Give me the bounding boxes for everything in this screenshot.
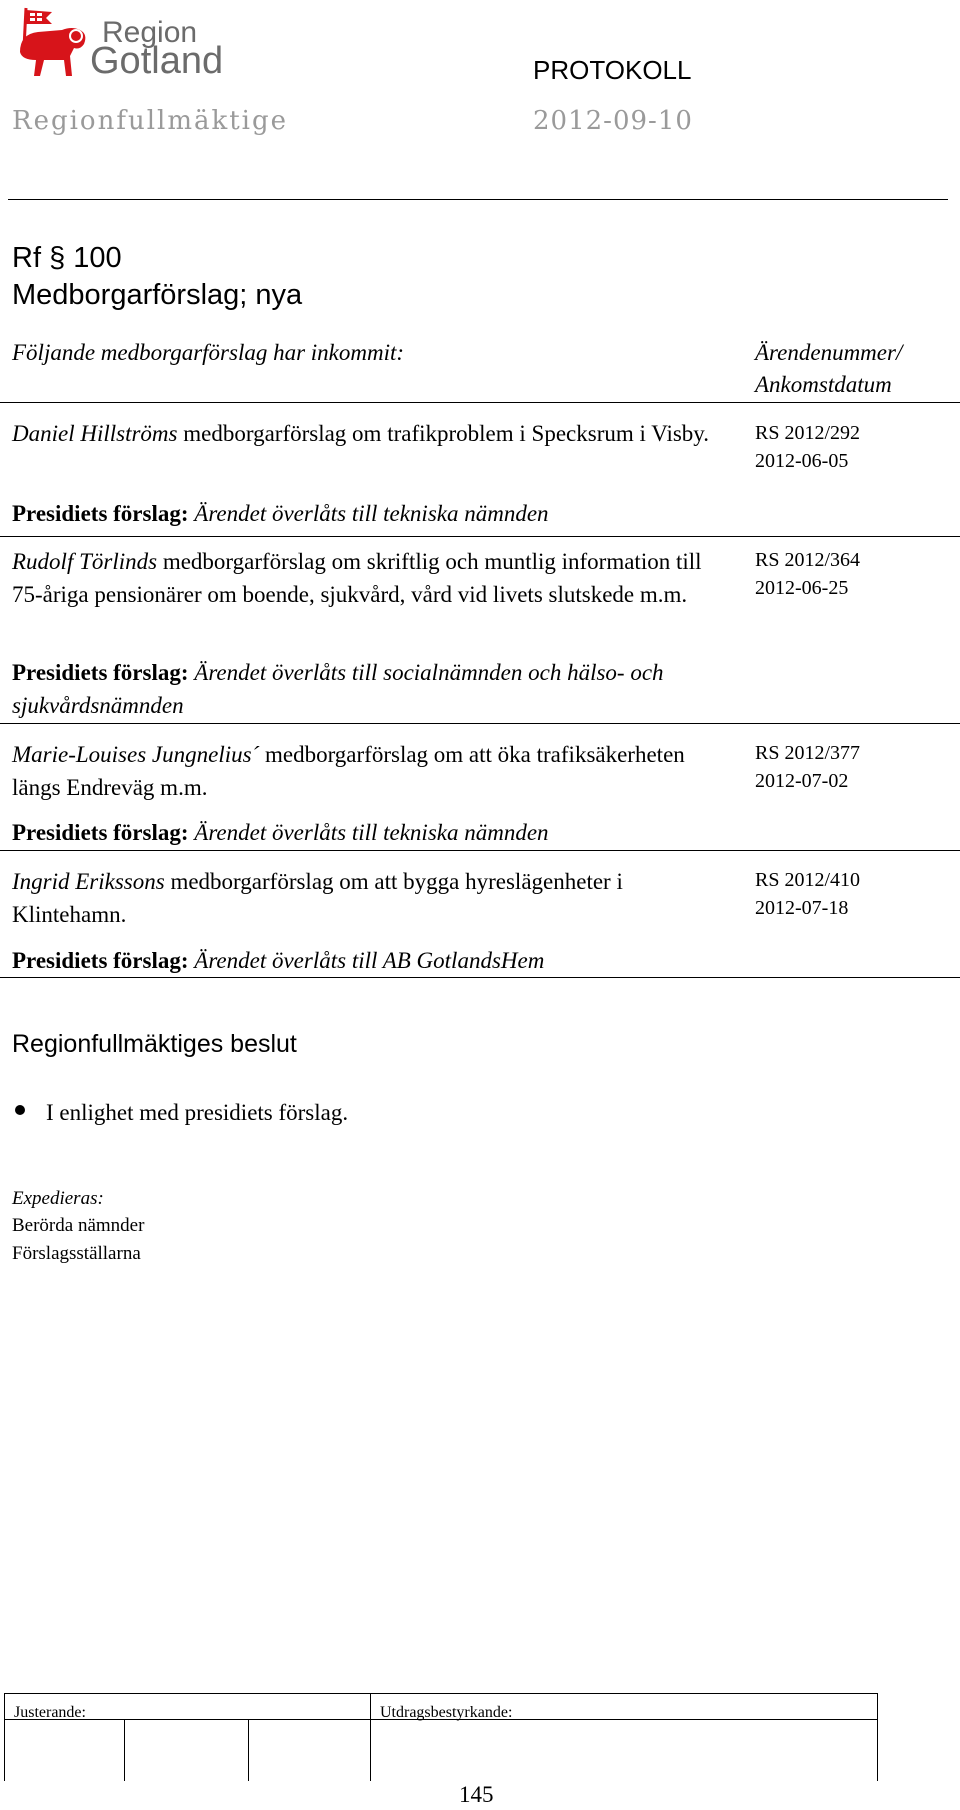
table-divider <box>0 402 960 403</box>
proposal-author: Marie-Louises Jungnelius´ <box>12 742 260 767</box>
table-divider <box>0 536 960 537</box>
presidium-proposal <box>12 816 732 849</box>
presidium-proposal <box>12 944 732 977</box>
paragraph-title: Medborgarförslag; nya <box>12 279 303 311</box>
case-number: RS 2012/377 <box>755 742 861 764</box>
presidium-proposal <box>12 656 732 722</box>
proposal-author: Ingrid Erikssons <box>12 869 165 894</box>
presidium-proposal <box>12 497 732 530</box>
case-number: RS 2012/292 <box>755 422 861 444</box>
proposal-description <box>12 417 732 450</box>
paragraph-prefix: Rf <box>12 242 41 274</box>
presidium-proposal-text: Ärendet överlåts till socialnämnden och hälso- och sjukvårdsnämnden <box>12 660 664 718</box>
case-reference <box>755 866 860 922</box>
proposal-description <box>12 865 732 931</box>
dispatch-recipient: Förslagsställarna <box>12 1243 141 1264</box>
logo-line-2: Gotland <box>90 40 224 82</box>
page-number: 145 <box>459 1782 494 1807</box>
justerande-label: Justerande: <box>14 1704 86 1721</box>
proposal-author: Rudolf Törlinds <box>12 549 158 574</box>
proposal-subject: medborgarförslag om trafikproblem i Specksrum i Visby. <box>177 421 710 446</box>
logo-line-1: Region <box>102 16 198 49</box>
header-divider <box>8 199 948 200</box>
utdragsbestyrkande-label: Utdragsbestyrkande: <box>380 1704 513 1721</box>
paragraph-reference <box>12 241 122 275</box>
bullet-icon <box>15 1105 25 1115</box>
region-gotland-logo <box>10 4 224 82</box>
document-type: PROTOKOLL <box>533 55 692 85</box>
presidium-proposal-label: Presidiets förslag: <box>12 948 189 973</box>
case-reference <box>755 419 860 475</box>
dispatch-label: Expedieras: <box>12 1188 104 1209</box>
presidium-proposal-text: Ärendet överlåts till AB GotlandsHem <box>188 948 545 973</box>
presidium-proposal-label: Presidiets förslag: <box>12 820 189 845</box>
organ-name: Regionfullmäktige <box>12 106 289 136</box>
case-reference <box>755 546 860 602</box>
arrival-date: 2012-07-02 <box>755 770 849 792</box>
arrival-date: 2012-06-25 <box>755 577 849 599</box>
proposal-subject: medborgarförslag om att bygga hyreslägenheter i Klintehamn. <box>12 869 623 927</box>
case-number: RS 2012/364 <box>755 549 861 571</box>
presidium-proposal-text: Ärendet överlåts till tekniska nämnden <box>188 501 549 526</box>
presidium-proposal-label: Presidiets förslag: <box>12 660 189 685</box>
table-divider <box>0 723 960 724</box>
decision-heading: Regionfullmäktiges beslut <box>12 1030 297 1058</box>
table-divider <box>0 850 960 851</box>
proposal-description <box>12 545 732 611</box>
arrival-date: 2012-06-05 <box>755 450 849 472</box>
table-divider <box>0 977 960 978</box>
column-header-arrival-date: Ankomstdatum <box>755 372 892 397</box>
section-sign: § <box>49 242 66 274</box>
case-number: RS 2012/410 <box>755 869 861 891</box>
arrival-date: 2012-07-18 <box>755 897 849 919</box>
proposal-subject: medborgarförslag om skriftlig och muntlig information till 75-åriga pensionärer om boende, sjukvård, vård vid livets slutskede m.m. <box>12 549 702 607</box>
proposal-subject: medborgarförslag om att öka trafiksäkerheten längs Endreväg m.m. <box>12 742 685 800</box>
intro-text: Följande medborgarförslag har inkommit: <box>12 340 405 365</box>
column-header-case-number: Ärendenummer/ <box>755 340 903 365</box>
presidium-proposal-label: Presidiets förslag: <box>12 501 189 526</box>
paragraph-number: 100 <box>73 242 122 274</box>
meeting-date: 2012-09-10 <box>533 106 693 136</box>
proposal-author: Daniel Hillströms <box>12 421 178 446</box>
decision-item: I enlighet med presidiets förslag. <box>46 1100 349 1125</box>
presidium-proposal-text: Ärendet överlåts till tekniska nämnden <box>188 820 549 845</box>
proposal-description <box>12 738 732 804</box>
case-reference <box>755 739 860 795</box>
dispatch-recipient: Berörda nämnder <box>12 1215 145 1236</box>
